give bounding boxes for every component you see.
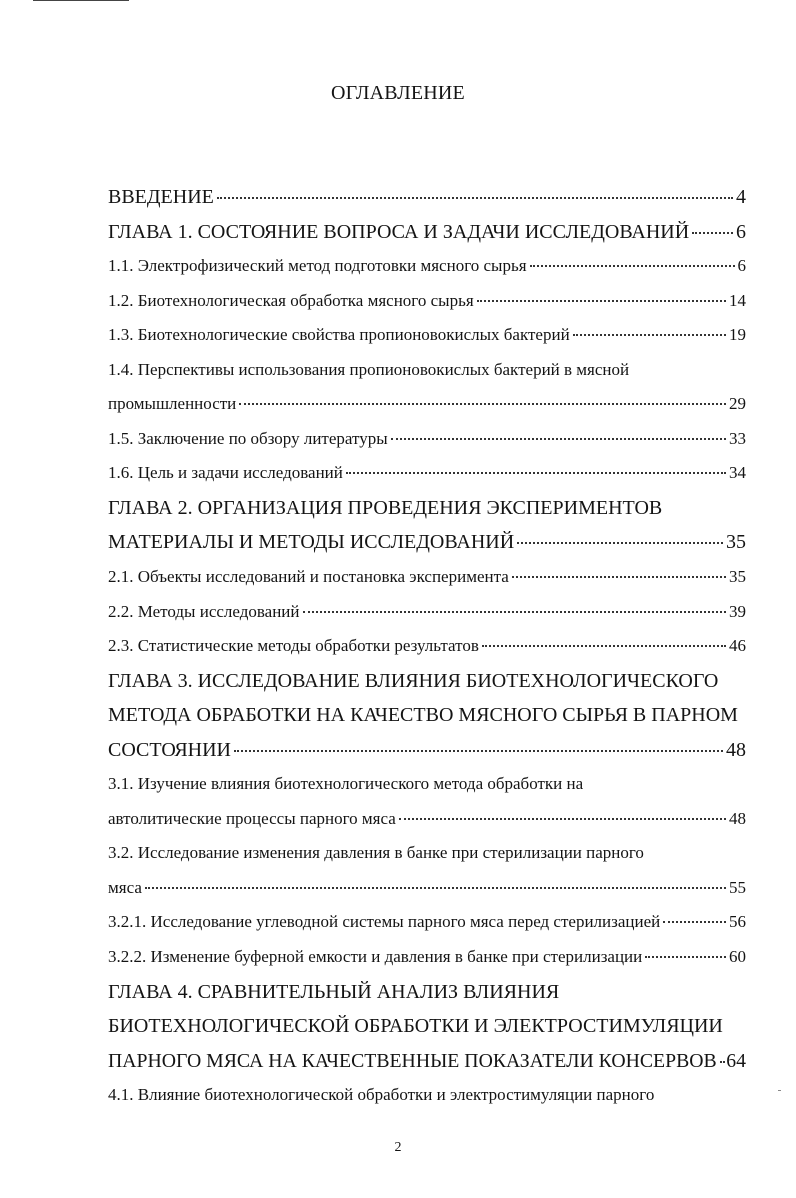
- toc-entry-2-3[interactable]: [108, 629, 746, 664]
- toc-entry-3-2-line-2[interactable]: [108, 871, 746, 906]
- toc-entry-text: 2.3. Статистические методы обработки результатов: [108, 636, 479, 656]
- toc-entry-text: 3.1. Изучение влияния биотехнологического метода обработки на: [108, 774, 584, 794]
- toc-entry-3-1-line-2[interactable]: [108, 802, 746, 837]
- toc-entry-page: 4: [736, 186, 746, 208]
- toc-entry-page: 6: [736, 220, 746, 243]
- toc-entry-text: 1.5. Заключение по обзору литературы: [108, 428, 388, 448]
- toc-entry-text: 2.2. Методы исследований: [108, 601, 300, 621]
- toc-entry-chapter-1[interactable]: [108, 215, 746, 250]
- toc-entry-page: 29: [729, 394, 746, 414]
- toc-entry-1-3[interactable]: [108, 318, 746, 353]
- toc-entry-page: 39: [729, 601, 746, 621]
- dot-leader: [692, 232, 733, 234]
- toc-entry-page: 56: [729, 912, 746, 932]
- dot-leader: [399, 818, 726, 820]
- toc-entry-text: МАТЕРИАЛЫ И МЕТОДЫ ИССЛЕДОВАНИЙ: [108, 531, 515, 554]
- toc-entry-text: ГЛАВА 3. ИССЛЕДОВАНИЕ ВЛИЯНИЯ БИОТЕХНОЛОГИЧЕСКОГО: [108, 669, 719, 692]
- dot-leader: [239, 403, 726, 405]
- toc-entry-text: 3.2.1. Исследование углеводной системы парного мяса перед стерилизацией: [108, 912, 661, 932]
- toc-entry-text: 3.2. Исследование изменения давления в банке при стерилизации парного: [108, 843, 644, 863]
- dot-leader: [234, 750, 723, 752]
- toc-entry-4-1-line-1[interactable]: [108, 1078, 746, 1113]
- toc-entry-chapter-4-line-1[interactable]: [108, 975, 746, 1010]
- toc-entry-page: 55: [729, 877, 746, 897]
- toc-entry-text: ГЛАВА 2. ОРГАНИЗАЦИЯ ПРОВЕДЕНИЯ ЭКСПЕРИМЕНТОВ: [108, 496, 663, 519]
- toc-entry-page: 48: [729, 808, 746, 828]
- toc-entry-page: 34: [729, 463, 746, 483]
- toc-entry-text: ГЛАВА 1. СОСТОЯНИЕ ВОПРОСА И ЗАДАЧИ ИССЛЕДОВАНИЙ: [108, 220, 690, 243]
- toc-entry-page: 6: [737, 256, 746, 276]
- toc-entry-chapter-3-line-3[interactable]: [108, 733, 746, 768]
- toc-entry-text: БИОТЕХНОЛОГИЧЕСКОЙ ОБРАБОТКИ И ЭЛЕКТРОСТИМУЛЯЦИИ: [108, 1015, 723, 1038]
- toc-entry-2-1[interactable]: [108, 560, 746, 595]
- toc-entry-page: 64: [726, 1049, 746, 1072]
- dot-leader: [391, 438, 726, 440]
- toc-entry-chapter-4-line-2[interactable]: [108, 1009, 746, 1044]
- page-title: ОГЛАВЛЕНИЕ: [331, 82, 465, 104]
- dot-leader: [517, 542, 723, 544]
- toc-entry-text: 1.1. Электрофизический метод подготовки мясного сырья: [108, 256, 527, 276]
- toc-entry-text: 1.2. Биотехнологическая обработка мясного сырья: [108, 290, 474, 310]
- toc-entry-text: 1.4. Перспективы использования пропионовокислых бактерий в мясной: [108, 359, 630, 379]
- toc-entry-1-1[interactable]: [108, 249, 746, 284]
- top-rule: [33, 0, 129, 1]
- toc-entry-text: ГЛАВА 4. СРАВНИТЕЛЬНЫЙ АНАЛИЗ ВЛИЯНИЯ: [108, 980, 560, 1003]
- toc-entry-text: 1.6. Цель и задачи исследований: [108, 463, 343, 483]
- toc-entry-text: ВВЕДЕНИЕ: [108, 186, 214, 208]
- page-number: 2: [394, 1140, 402, 1155]
- toc-entry-text: 1.3. Биотехнологические свойства пропионовокислых бактерий: [108, 325, 570, 345]
- toc-entry-1-6[interactable]: [108, 456, 746, 491]
- dot-leader: [346, 472, 726, 474]
- toc-entry-page: 46: [729, 636, 746, 656]
- toc-entry-chapter-3-line-2[interactable]: [108, 698, 746, 733]
- toc-entry-page: 19: [729, 325, 746, 345]
- toc-entry-text: мяса: [108, 877, 142, 897]
- toc-entry-1-5[interactable]: [108, 422, 746, 457]
- dot-leader: [720, 1061, 724, 1063]
- toc-entry-text: МЕТОДА ОБРАБОТКИ НА КАЧЕСТВО МЯСНОГО СЫРЬЯ В ПАРНОМ: [108, 704, 738, 727]
- toc-entry-chapter-2-line-1[interactable]: [108, 491, 746, 526]
- toc-entry-1-2[interactable]: [108, 284, 746, 319]
- toc-entry-page: 14: [729, 290, 746, 310]
- toc-entry-3-2-line-1[interactable]: [108, 836, 746, 871]
- toc-entry-text: 3.2.2. Изменение буферной емкости и давления в банке при стерилизации: [108, 947, 643, 967]
- toc-entry-1-4-line-2[interactable]: [108, 387, 746, 422]
- toc-entry-chapter-2-line-2[interactable]: [108, 525, 746, 560]
- toc-entry-text: промышленности: [108, 394, 237, 414]
- toc-entry-text: 4.1. Влияние биотехнологической обработки и электростимуляции парного: [108, 1085, 655, 1105]
- toc-entry-page: 60: [729, 947, 746, 967]
- toc-entry-page: 35: [729, 567, 746, 587]
- toc-entry-text: СОСТОЯНИИ: [108, 738, 231, 761]
- toc-entry-text: автолитические процессы парного мяса: [108, 808, 396, 828]
- dot-leader: [482, 645, 726, 647]
- dot-leader: [663, 921, 726, 923]
- dot-leader: [145, 887, 726, 889]
- dot-leader: [217, 197, 733, 199]
- dot-leader: [573, 334, 726, 336]
- dot-leader: [512, 576, 726, 578]
- table-of-contents: [108, 180, 746, 1113]
- dot-leader: [530, 265, 735, 267]
- toc-entry-intro[interactable]: [108, 180, 746, 215]
- edge-mark: [778, 1090, 781, 1091]
- toc-entry-text: ПАРНОГО МЯСА НА КАЧЕСТВЕННЫЕ ПОКАЗАТЕЛИ КОНСЕРВОВ: [108, 1049, 717, 1072]
- toc-entry-3-2-2[interactable]: [108, 940, 746, 975]
- dot-leader: [477, 300, 726, 302]
- toc-entry-page: 33: [729, 428, 746, 448]
- dot-leader: [303, 611, 726, 613]
- toc-entry-chapter-3-line-1[interactable]: [108, 664, 746, 699]
- toc-entry-3-2-1[interactable]: [108, 905, 746, 940]
- toc-entry-text: 2.1. Объекты исследований и постановка эксперимента: [108, 567, 509, 587]
- dot-leader: [645, 956, 726, 958]
- toc-entry-page: 35: [726, 531, 746, 554]
- toc-entry-1-4-line-1[interactable]: [108, 353, 746, 388]
- toc-entry-3-1-line-1[interactable]: [108, 767, 746, 802]
- toc-entry-chapter-4-line-3[interactable]: [108, 1044, 746, 1079]
- toc-entry-2-2[interactable]: [108, 595, 746, 630]
- toc-entry-page: 48: [726, 738, 746, 761]
